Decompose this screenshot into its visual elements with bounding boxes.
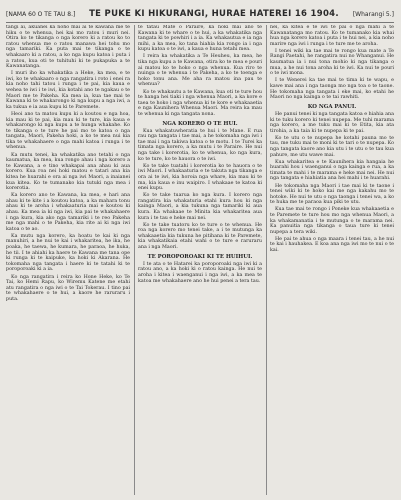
paragraph: Ka mutu nga korero, ka hoatu te kai ki nga manuhiri, a he nui te kai i whakaritea, he ika, he poaka, he taewa, he kumara, he paraoa, he huka, he tii. I te ahiahi ka haere te Kawana me tana ope ki runga ki te kaipuke, ka hoki ki Akarana. He tokomaha nga tangata i haere ki te tatahi ki te poroporoaki ki a ia. bbox=[6, 233, 130, 273]
newspaper-title: TE PUKE KI HIKURANGI, HURAE HATEREI 16 1904. bbox=[89, 9, 339, 19]
paragraph: Ko te take tuarua ko nga kura. I korero nga rangatira kia whakaturia etahi kura hou ki nga kainga Maori, a kia tukuna nga tamariki ki aua kura. Ka whakaae te Minita kia whakaritea aua kura i te tau e heke mai nei. bbox=[138, 193, 262, 221]
section-heading: NGA KORERO O TE HUI. bbox=[162, 120, 238, 127]
section-heading: TE POROPOROAKI KI TE HUIHUI. bbox=[147, 253, 253, 260]
paragraph: Heoi ano ta matou kupu ki a koutou e nga hoa, kia mau ki te pai, kia mau ki te ture, kia kaua e whakarongo ki nga kupu a te hunga whakahe. Ko te tikanga o te ture he pai mo te katoa o nga tangata, Maori, Pakeha hoki, a ko te mea nui kia tika te whakahaere o nga mahi katoa i runga i te whenua. bbox=[6, 111, 130, 151]
paragraph: Ko te take tuatoru ko te ture o te whenua. He roa nga korero mo tenei take, a i te mutunga ka whakaaetia kia tukuna he pitihana ki te Paremete, kia whakatikaia etahi wahi o te ture e raruraru ana i nga Maori. bbox=[138, 222, 262, 251]
paragraph: tangi ai, akuanei ka noho mai ai te kawana me te hiku o te whenua, hei kai mo ratou i muri nei. Otira ko te tikanga o nga korero ki a ratou ko to ratou whenua me o ratou manawa hei tohu mo nga tamariki. Ka puta mai te tikanga o te whakaaro ki a ratou, a ko nga kupu katoa i puta i a ratou, kua oti te tuhituhi ki te pukapuka a te Kawanatanga. bbox=[6, 25, 130, 70]
column-3 bbox=[270, 25, 394, 495]
paragraph: te tatau Mate o Paraire, ka hoki mai ano te Kawana ki te whare o te hui, a ka whakatika nga tangata ki te powhiri i a ia. Ka whakautua e ia nga mihi, a ka mea, ko tana hiahia kia rongo ia i nga kupu katoa o te iwi, a kaua e huna tetahi mea. bbox=[138, 25, 262, 53]
paragraph: Ko te whakautu a te Kawana, kua oti te ture hou te hanga hei tiaki i nga whenua Maori, a ka kore e taea te hoko i nga whenua ki te kore e whakaaetia e nga Kaunihera Whenua Maori. Ma reira ka mau te whenua ki nga tangata nona. bbox=[138, 89, 262, 117]
paragraph: Ka mutu tenei, ka whakatika ano tetahi o nga kaumatua, ka mea, kua rongo ahau i nga korero a te Kawana, a e tino whakapai ana ahau ki aua korero. Kua roa nei hoki matou e tatari ana kia kitea he huarahi e ora ai nga iwi Maori, a inaianei kua kitea. Ko te tumanako kia tutuki nga mea i korerotia. bbox=[6, 152, 130, 192]
paragraph: I reira ka whakatika a Te Heuheu, ka mea, he tika nga kupu a te Kawana, otira ko te mea e pouri ai matou ko te hoko o nga whenua. Kua riro te nuinga o te whenua i te Pakeha, a ko te toenga e hoko tonu ana. Me aha ra matou ina pau te whenua? bbox=[138, 54, 262, 88]
paragraph: Kua whakatuwheratia te hui i te Mane. E rua rau nga tangata i tae mai, a he tokomaha nga iwi i tae mai i nga takiwa katoa o te motu. I te Turei ka timata nga korero, a ka mutu i te Paraire. He nui nga take i korerotia, ko te whenua, ko nga kura, ko te ture, ko te hauora o te iwi. bbox=[138, 128, 262, 162]
paragraph: I tenei wiki ka tae mai te rongo kua mate a Te Rangi Paetahi, he rangatira nui no Whanganui. He kaumatua ia i nui tona mohio ki nga tikanga o mua, a he nui tona aroha ki te iwi. Ka nui te pouri o te iwi mona. bbox=[270, 48, 394, 77]
column-1 bbox=[6, 25, 130, 495]
issue-number: [NAMA 60 O TE TAU 8.] bbox=[6, 10, 76, 18]
column-divider bbox=[266, 25, 267, 495]
article-columns bbox=[6, 25, 394, 495]
paragraph: I te Wenerei ka tae mai te tima ki te wapu, e kawe mai ana i nga taonga mo nga toa o te taone. He tokomaha nga tangata i eke mai, ko etahi he Maori no nga kainga o te tai rawhiti. bbox=[270, 78, 394, 101]
masthead bbox=[6, 6, 394, 23]
paragraph: Ko nga rangatira i reira ko Hone Heke, ko Te Tai, ko Hemi Rapu, ko Wiremu Katene me etahi atu rangatira o nga iwi o te Tai Tokerau. I tino pai te whakahaere o te hui, a kaore he raruraru i puta. bbox=[6, 274, 130, 302]
paragraph: Kua whakaritea e te Kaunihera kia hangaia he huarahi hou i waenganui o nga kainga e rua, a ka timata te mahi i te marama e heke mai nei. He nui nga tangata e hiahiatia ana hei mahi i te huarahi. bbox=[270, 159, 394, 182]
paragraph: He pai te ahua o nga maara i tenei tau, a he nui te kai i hauhakea. E koa ana nga iwi mo te nui o te kai. bbox=[270, 236, 394, 254]
paragraph: Kua tae mai te rongo i Poneke kua whakaaetia e te Paremete te ture hou mo nga whenua Maori, a ka whakamanatia i te mutunga o te marama nei. Ka panuitia nga tikanga o taua ture ki tenei nupepa a tera wiki. bbox=[270, 207, 394, 235]
paragraph: Ko te utu o te nupepa he kotahi pauna mo te tau, me tuku mai te moni ki te tari o te nupepa. Ko nga tangata kaore ano kia utu i te utu o te tau kua pahure, me utu wawe mai. bbox=[270, 135, 394, 158]
paragraph: He tokomaha nga Maori i tae mai ki te taone i tenei wiki ki te hoko kai me nga kakahu mo te hotoke. He nui te utu o nga taonga i tenei wa, a ko te huka me te paraoa kua piki te utu. bbox=[270, 183, 394, 206]
page-number: [Wharangi 5.] bbox=[352, 10, 394, 18]
paragraph: nei, ka kitea e te iwi te pai o nga mahi a te Kawanatanga mo ratou. Ko te tumanako kia whai hua nga korero katoa i puta i te hui nei, a kia noho marire nga iwi i runga i te ture me te aroha. bbox=[270, 25, 394, 47]
paragraph: Ko te take tuatahi i korerotia ko te hauora o te iwi Maori. I whakaaturia e te takuta nga tikanga e ora ai te iwi, kia horoia nga whare, kia mau ki te ma, kia kaua e inu waipiro. I whakaae te katoa ki enei kupu. bbox=[138, 163, 262, 192]
column-divider bbox=[134, 25, 135, 495]
column-2 bbox=[138, 25, 262, 495]
section-heading: KO NGA PANUI. bbox=[307, 103, 357, 110]
paragraph: I te ata o te Hatarei ka poroporoaki nga iwi ki a ratou ano, a ka hoki ki o ratou kainga. He nui te aroha i kitea i waenganui i nga iwi, a ka mea te katoa me whakahaere ano he hui penei a tera tau. bbox=[138, 261, 262, 284]
paragraph: I muri iho ka whakatika a Heke, ka mea, e te iwi, ko te whakaaro o nga rangatira i roto i enei ra kia noho tahi tatou i runga i te pai, kia kaua e wehea te iwi i te iwi, kia kotahi ano te ngakau o te Maori me te Pakeha. Ka mea ia, kua tae mai te Kawana ki te whakarongo ki nga kupu a nga iwi, a ka tukua e ia aua kupu ki te Paremete. bbox=[6, 71, 130, 110]
paragraph: Ka korero ano te Kawana, ka mea, e hari ana ahau ki te kite i a koutou katoa, a ka mahara tonu ahau ki te aroha i whakaaturia mai e koutou ki ahau. Ka mea ia ki nga iwi, kia pai te whakahaere i nga kura, kia ako nga tamariki i te reo Pakeha me nga mahi o te Pakeha, kia rite ai ki nga iwi katoa o te ao. bbox=[6, 193, 130, 232]
paragraph: He panui tenei ki nga tangata katoa e hiahia ana ki te tuku korero ki tenei nupepa. Me tuhi marama nga korero, a me tuku mai ki te Etita, kia ata tirohia, a ka taia ki te nupepa ki te pai. bbox=[270, 111, 394, 134]
